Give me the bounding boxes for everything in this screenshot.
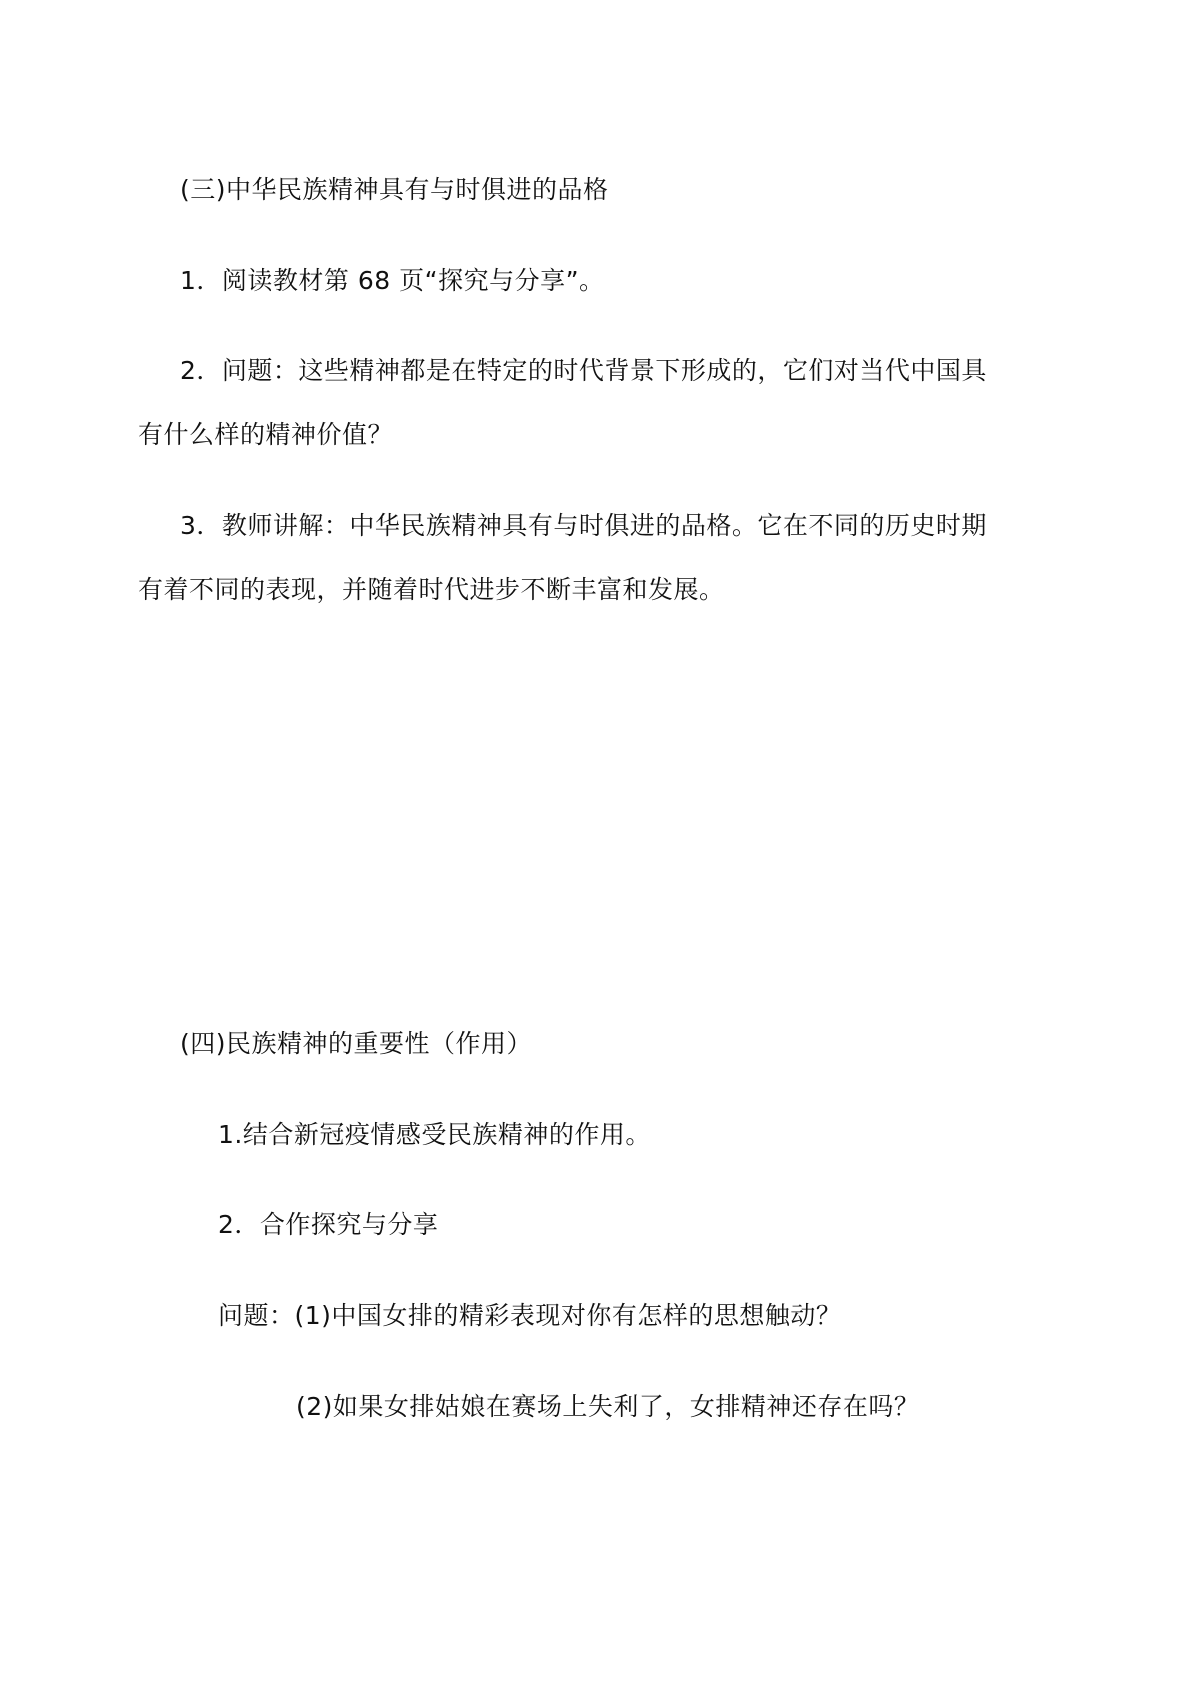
section-4-item-1: 1.结合新冠疫情感受民族精神的作用。 [218,1120,651,1149]
section-4-item-2: 2．合作探究与分享 [218,1210,439,1239]
section-4-heading: (四)民族精神的重要性（作用） [180,1029,533,1058]
section-4-question-2: (2)如果女排姑娘在赛场上失利了，女排精神还存在吗？ [296,1392,920,1421]
section-3-item-2-line-1: 2．问题：这些精神都是在特定的时代背景下形成的，它们对当代中国具 [180,356,987,385]
section-3-item-3-line-1: 3．教师讲解：中华民族精神具有与时俱进的品格。它在不同的历史时期 [180,511,987,540]
section-3-item-2-line-2: 有什么样的精神价值？ [138,420,394,449]
section-3-item-1: 1．阅读教材第 68 页“探究与分享”。 [180,266,605,295]
section-3-heading: (三)中华民族精神具有与时俱进的品格 [180,175,609,204]
section-4-question-1: 问题：(1)中国女排的精彩表现对你有怎样的思想触动？ [218,1301,842,1330]
section-3-item-3-line-2: 有着不同的表现，并随着时代进步不断丰富和发展。 [138,575,725,604]
